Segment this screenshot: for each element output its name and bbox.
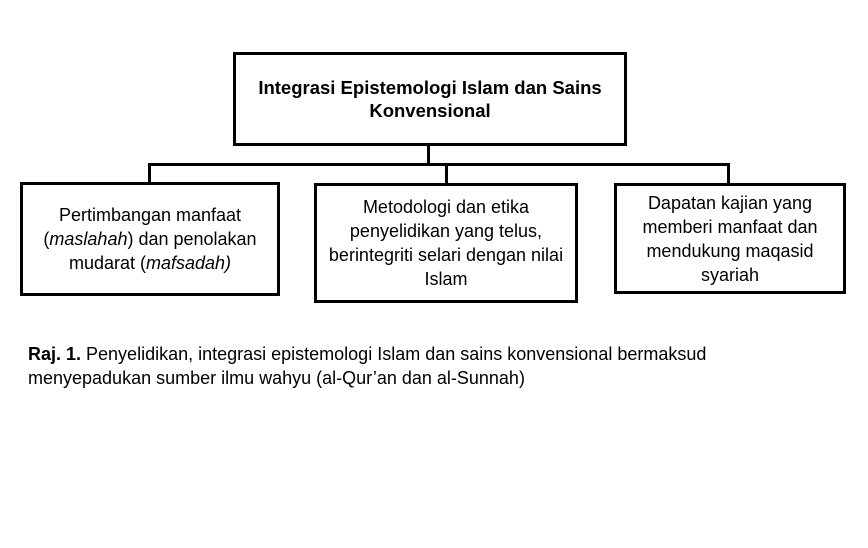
child-1-text-pre: Pertimbangan manfaat ( xyxy=(43,205,242,249)
branch-connector-horizontal xyxy=(148,163,730,166)
root-node-label xyxy=(250,76,610,122)
child-node-dapatan-label: Dapatan kajian yang memberi manfaat dan mendukung maqasid syariah xyxy=(642,192,818,285)
figure-caption xyxy=(28,342,818,390)
child-2-connector xyxy=(445,163,448,185)
child-node-metodologi xyxy=(314,183,578,303)
child-3-connector xyxy=(727,163,730,185)
child-1-text-mid: ) dan penolakan mudarat ( xyxy=(68,229,257,273)
child-1-text-em1: maslahah xyxy=(49,229,128,249)
child-node-dapatan xyxy=(614,183,846,294)
root-node-label-line1: Integrasi Epistemologi Islam dan Sains xyxy=(258,77,602,98)
child-1-text-em2: mafsadah) xyxy=(145,253,232,273)
root-node xyxy=(233,52,627,146)
child-1-connector xyxy=(148,163,151,184)
child-node-manfaat-label xyxy=(30,203,270,275)
figure-caption-text: Penyelidikan, integrasi epistemologi Islam dan sains konvensional bermaksud menyepadukan sumber ilmu wahyu (al-Qur’an dan al-Sunnah) xyxy=(28,344,707,388)
child-node-manfaat xyxy=(20,182,280,296)
child-node-metodologi-label: Metodologi dan etika penyelidikan yang telus, berintegriti selari dengan nilai Islam xyxy=(328,197,564,289)
root-node-label-line2: Konvensional xyxy=(369,100,491,121)
figure-caption-label: Raj. 1. xyxy=(28,344,82,364)
